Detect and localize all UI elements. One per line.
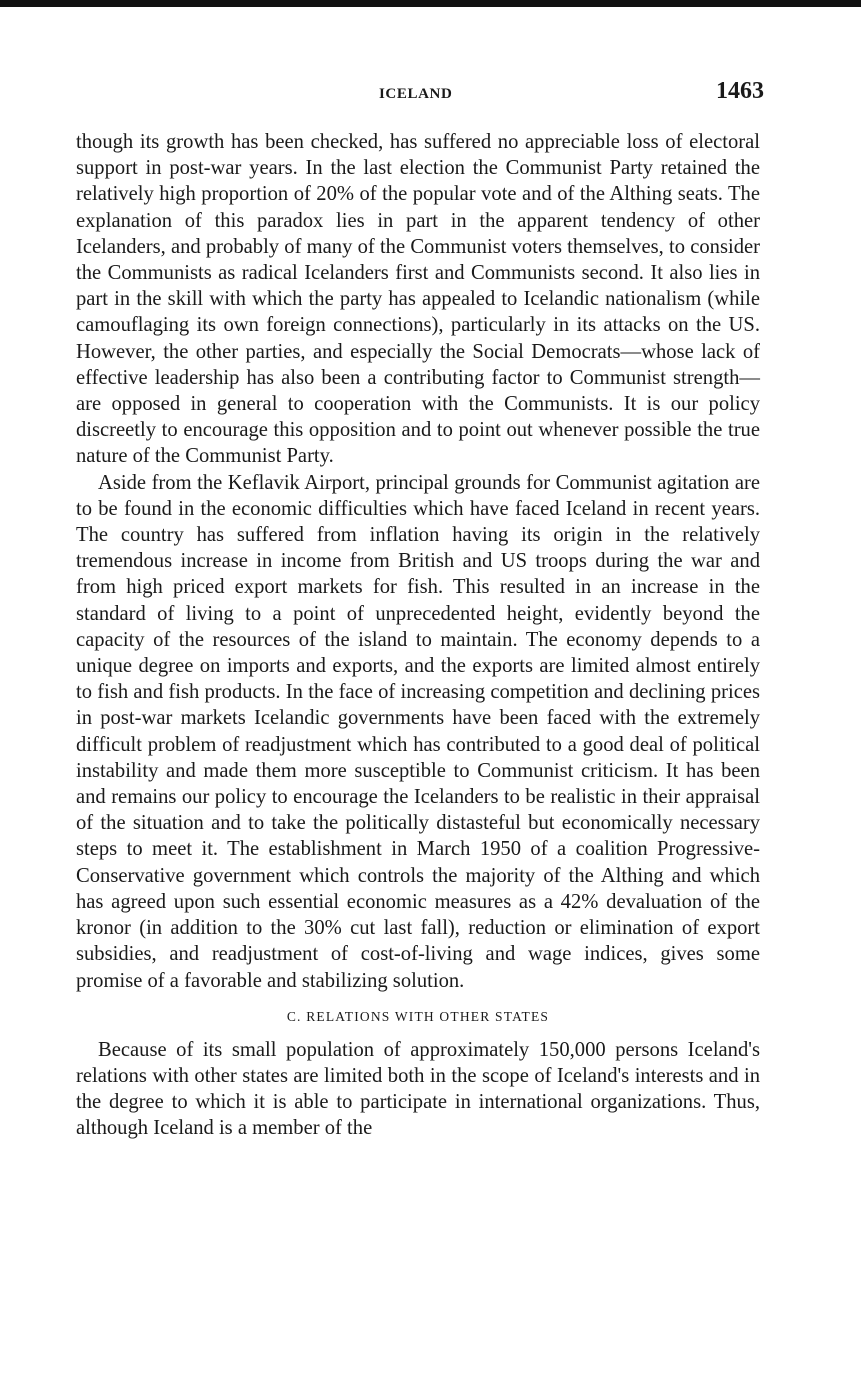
page-number: 1463 bbox=[716, 78, 764, 104]
body-text bbox=[76, 129, 760, 1142]
paragraph-relations: Because of its small population of approximately 150,000 persons Iceland's relations with other states are limited both in the scope of Iceland's interests and in the degree to which it is able to participate in international organizations. Thus, although Iceland is a member of the bbox=[76, 1038, 760, 1140]
paragraph-continued: though its growth has been checked, has suffered no appreciable loss of electoral support in post-war years. In the last election the Communist Party retained the relatively high proportion of 20% of the popular vote and of the Althing seats. The explanation of this paradox lies in part in the apparent tendency of other Icelanders, and probably of many of the Communist voters themselves, to consider the Communists as radical Icelanders first and Communists second. It also lies in part in the skill with which the party has appealed to Icelandic nationalism (while camouflaging its own foreign connections), particularly in its attacks on the US. However, the other parties, and especially the Social Democrats—whose lack of effective leadership has also been a contributing factor to Communist strength—are opposed in general to cooperation with the Communists. It is our policy discreetly to encourage this opposition and to point out whenever possible the true nature of the Communist Party. bbox=[76, 131, 760, 468]
running-head-title: ICELAND bbox=[379, 86, 453, 102]
top-edge-rule bbox=[0, 0, 861, 7]
paragraph-economy: Aside from the Keflavik Airport, principal grounds for Communist agitation are to be found in the economic difficulties which have faced Iceland in recent years. The country has suffered from inflation having its origin in the relatively tremendous increase in income from British and US troops during the war and from high priced export markets for fish. This resulted in an increase in the standard of living to a point of unprecedented height, evidently beyond the capacity of the resources of the island to maintain. The economy depends to a unique degree on imports and exports, and the exports are limited almost entirely to fish and fish products. In the face of increasing competition and declining prices in post-war markets Icelandic governments have been faced with the extremely difficult problem of readjustment which has contributed to a good deal of political instability and made them more susceptible to Communist criticism. It has been and remains our policy to encourage the Icelanders to be realistic in their appraisal of the situation and to take the politically distasteful but economically necessary steps to meet it. The establishment in March 1950 of a coalition Progressive-Conservative government which controls the majority of the Althing and which has agreed upon such essential economic measures as a 42% devaluation of the kronor (in addition to the 30% cut last fall), reduction or elimination of export subsidies, and readjustment of cost-of-living and wage indices, gives some promise of a favorable and stabilizing solution. bbox=[76, 471, 760, 992]
section-heading: C. RELATIONS WITH OTHER STATES bbox=[286, 1008, 550, 1024]
